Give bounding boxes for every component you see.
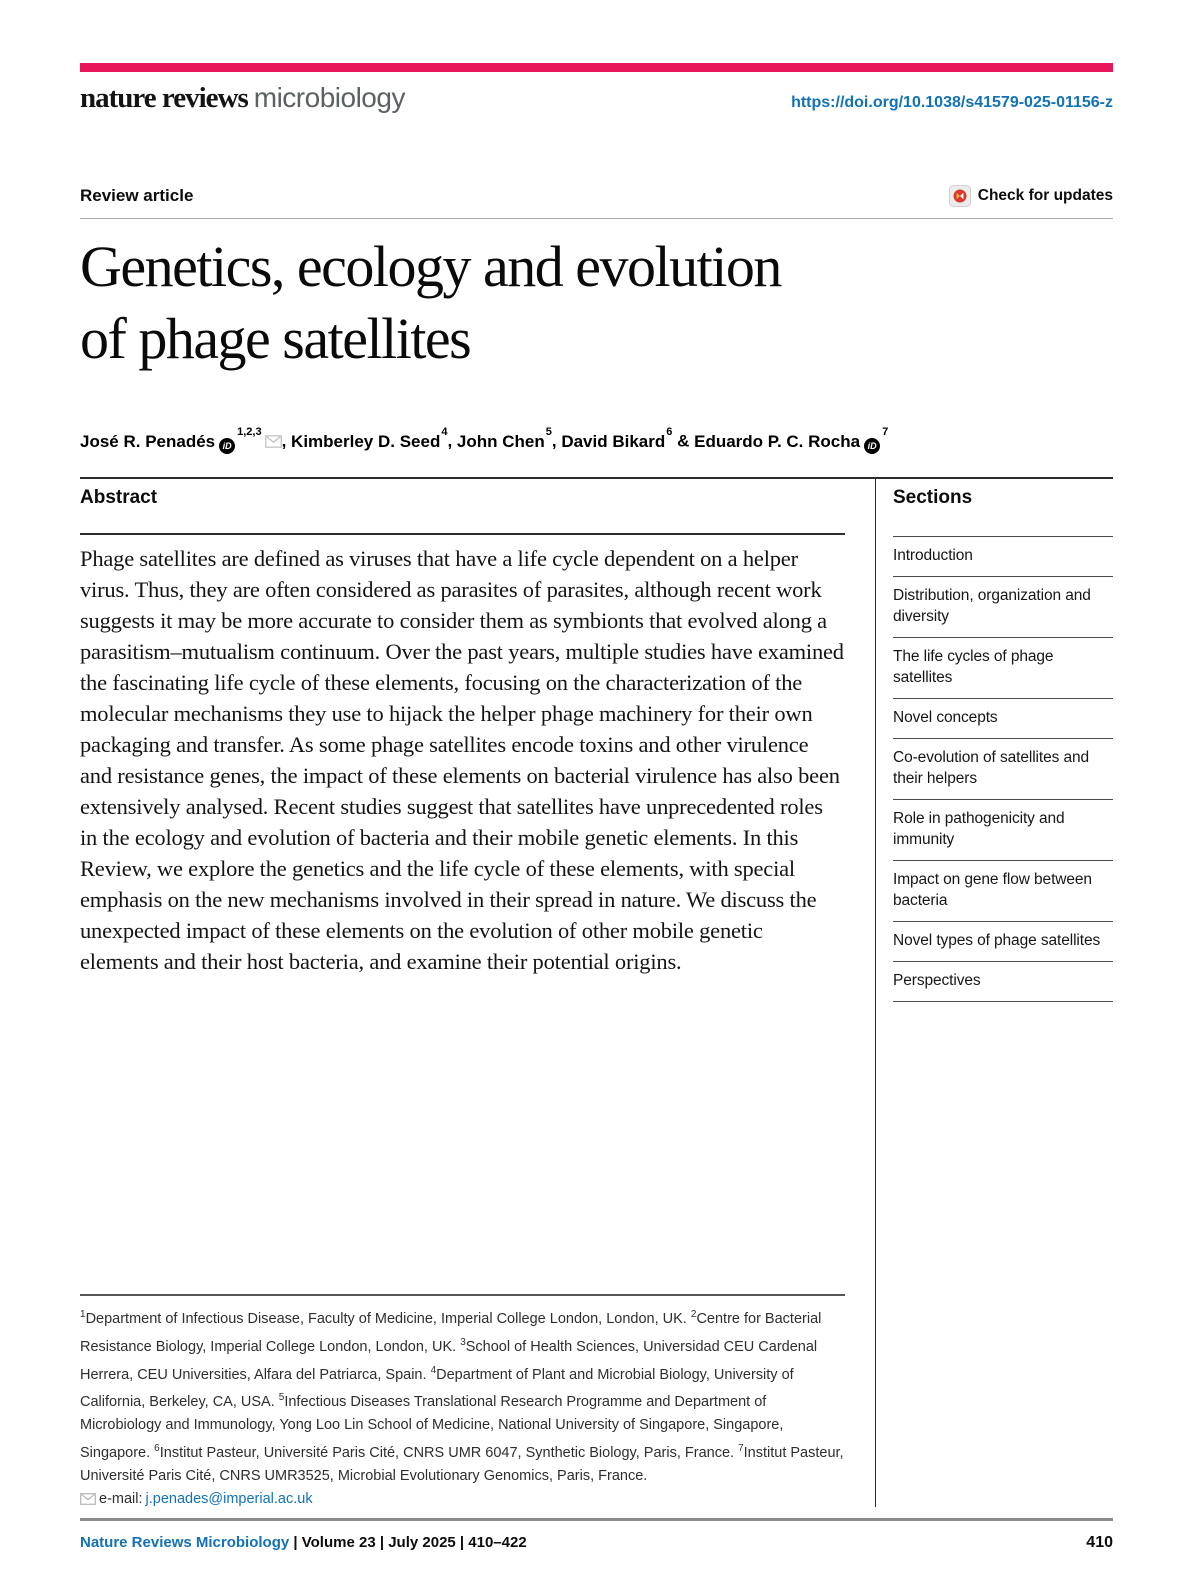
article-type-row [80, 184, 1113, 208]
masthead [80, 82, 1113, 116]
page-title [80, 231, 1113, 375]
author: Kimberley D. Seed$^4$ [291, 426, 448, 451]
page-number: 410 [1086, 1534, 1113, 1551]
article-type-label: Review article [80, 186, 194, 205]
footnote-block [80, 1294, 845, 1507]
header-divider [80, 218, 1113, 219]
author-list: José R. Penadés iD$^{1,2,3}$ , Kimberley D. Seed$^4$, John Chen$^5$, David Bikard$^6$ & Eduardo P. C. Rocha $iD^7$ [80, 431, 1113, 457]
section-link[interactable]: The life cycles of phage satellites [893, 637, 1113, 698]
author: José R. Penadés iD$^{1,2,3}$ [80, 432, 282, 451]
check-for-updates-label: Check for updates [977, 187, 1113, 204]
section-link[interactable]: Perspectives [893, 961, 1113, 1002]
affiliation-sup: 4 [430, 1364, 437, 1376]
doi-link[interactable]: https://doi.org/10.1038/s41579-025-01156-z [791, 94, 1113, 111]
affiliation-sup: 1 [80, 1308, 86, 1320]
affiliation-sup: 3 [460, 1336, 466, 1348]
author: Eduardo P. C. Rocha $iD^7$ [694, 432, 888, 451]
page-footer [80, 1534, 1113, 1552]
affiliation-sup: 6 [154, 1443, 160, 1455]
sections-heading: Sections [893, 487, 973, 508]
section-link[interactable]: Role in pathogenicity and immunity [893, 799, 1113, 860]
footer-citation [80, 1534, 527, 1551]
section-link[interactable]: Novel types of phage satellites [893, 921, 1113, 961]
section-link[interactable]: Novel concepts [893, 698, 1113, 738]
author-affiliation-sup: 5 [545, 426, 552, 439]
section-link[interactable]: Impact on gene flow between bacteria [893, 860, 1113, 921]
abstract-heading: Abstract [80, 487, 158, 508]
affiliations-text: $^1$Department of Infectious Disease, Faculty of Medicine, Imperial College London, London, UK. $^2$Centre for Bacterial Resistance Biology, Imperial College London, London, UK. $^3$School of Health Sciences, Universidad CEU Cardenal Herrera, CEU Universities, Alfara del Patriarca, Spain. $^4$Department of Plant and Microbial Biology, University of California, Berkeley, CA, USA. $^5$Infectious Diseases Translational Research Programme and Department of Microbiology and Immunology, Yong Loo Lin School of Medicine, National University of Singapore, Singapore, Singapore. $^6$Institut Pasteur, Université Paris Cité, CNRS UMR 6047, Synthetic Biology, Paris, France. $^7$Institut Pasteur, Université Paris Cité, CNRS UMR3525, Microbial Evolutionary Genomics, Paris, France. [80, 1308, 844, 1484]
footer-journal-link[interactable]: Nature Reviews Microbiology [80, 1534, 290, 1551]
title-line-2: of phage satellites [80, 306, 471, 371]
section-link[interactable]: Introduction [893, 536, 1113, 576]
journal-logo [80, 82, 405, 115]
abstract-column [80, 479, 845, 1507]
footer-divider [80, 1518, 1113, 1521]
email-line [80, 1491, 845, 1507]
title-line-1: Genetics, ecology and evolution [80, 234, 781, 299]
abstract-text: Phage satellites are defined as viruses that have a life cycle dependent on a helper virus. Thus, they are often considered as parasites of parasites, although recent work suggests it may be more accurate to consider them as symbionts that evolved along a parasitism–mutualism continuum. Over the past years, multiple studies have examined the fascinating life cycle of these elements, focusing on the characterization of the molecular mechanisms they use to hijack the helper phage machinery for their own packaging and transfer. As some phage satellites encode toxins and other virulence and resistance genes, the impact of these elements on bacterial virulence has also been extensively analysed. Recent studies suggest that satellites have unprecedented roles in the ecology and evolution of bacteria and their mobile genetic elements. In this Review, we explore the genetics and the life cycle of these elements, with special emphasis on the new mechanisms involved in their spread in nature. We discuss the unexpected impact of these elements on the evolution of other mobile genetic elements and their host bacteria, and examine their potential origins. [80, 546, 844, 974]
sections-column [875, 479, 1113, 1507]
author-affiliation-sup: 6 [666, 426, 673, 439]
email-label: e-mail: [99, 1491, 143, 1507]
orcid-icon[interactable]: iD [219, 438, 235, 454]
section-link[interactable]: Co-evolution of satellites and their helpers [893, 738, 1113, 799]
author: John Chen$^5$ [456, 426, 552, 451]
section-link[interactable]: Distribution, organization and diversity [893, 576, 1113, 637]
content-columns [80, 479, 1113, 1507]
author-affiliation-sup: 4 [441, 426, 448, 439]
footer-volume-info: | Volume 23 | July 2025 | 410–422 [289, 1534, 527, 1551]
author-affiliation-sup: 7 [882, 426, 889, 439]
author: David Bikard$^6$ [561, 426, 673, 451]
affiliation-sup: 7 [738, 1443, 744, 1455]
orcid-icon[interactable]: iD [864, 438, 880, 454]
email-link[interactable]: j.penades@imperial.ac.uk [145, 1491, 313, 1507]
affiliations-divider [80, 1294, 845, 1296]
brand-accent-bar [80, 63, 1113, 72]
affiliation-sup: 2 [690, 1308, 697, 1320]
journal-logo-bold: nature reviews [80, 82, 248, 114]
journal-logo-light: microbiology [253, 82, 405, 113]
crossmark-icon [949, 185, 971, 207]
affiliation-sup: 5 [278, 1392, 285, 1404]
check-for-updates-button[interactable] [949, 185, 1113, 207]
author-affiliation-sup: 1,2,3 [237, 426, 262, 439]
sections-list [893, 536, 1113, 1002]
abstract-heading-divider [80, 533, 845, 535]
corresponding-author-envelope-icon[interactable] [265, 433, 282, 453]
envelope-icon [80, 1493, 96, 1505]
